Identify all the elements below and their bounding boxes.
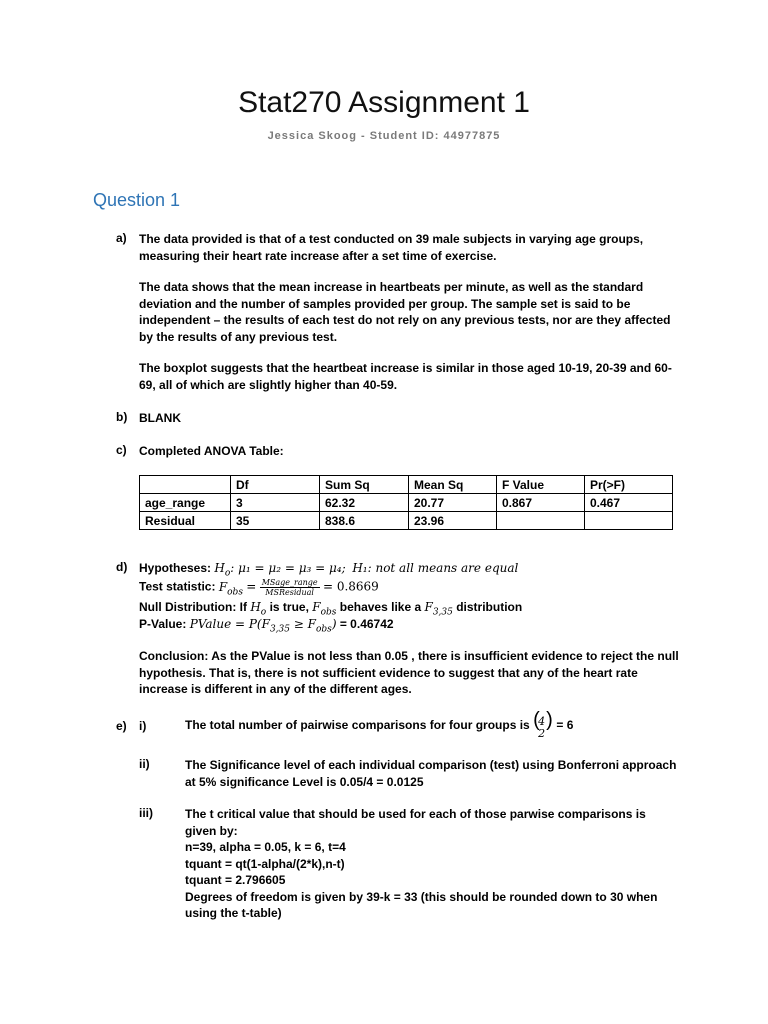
paragraph-a3: The boxplot suggests that the heartbeat increase is similar in those aged 10-19, 20-39 and 60-69, all of which are slightly higher than 40-59. — [139, 361, 672, 392]
anova-table — [139, 475, 673, 530]
table-header-cell — [140, 476, 231, 494]
item-label-c: c) — [116, 443, 127, 457]
item-label-d: d) — [116, 560, 128, 574]
paragraph-b: BLANK — [139, 411, 181, 425]
item-label-e: e) — [116, 719, 127, 733]
statistic-fraction: $\frac{\text{MSage\_range}}{\text{MSResidual}}$ — [261, 578, 318, 597]
table-row — [140, 494, 673, 512]
table-row — [140, 512, 673, 530]
paragraph-e-ii: The Significance level of each individual comparison (test) using Bonferroni approach at 5% significance Level is 0.05/4 = 0.0125 — [185, 758, 677, 789]
table-cell: 3 — [231, 494, 320, 512]
test-statistic-label: Test statistic: — [139, 579, 216, 594]
table-cell: 35 — [231, 512, 320, 530]
table-header-row — [140, 476, 673, 494]
item-label-b: b) — [116, 410, 128, 424]
item-label-a: a) — [116, 231, 127, 245]
table-header-cell: Sum Sq — [320, 476, 409, 494]
table-cell: 0.867 — [497, 494, 585, 512]
paragraph-a2: The data shows that the mean increase in heartbeats per minute, as well as the standard deviation and the number of samples provided per group. The sample set is said to be independent – the results of each test do not rely on any previous tests, nor are they affected by the results of any previous test. — [139, 280, 671, 344]
table-header-cell: Pr(>F) — [585, 476, 673, 494]
statistic-value: = 0.8669 — [322, 579, 379, 594]
table-cell: 62.32 — [320, 494, 409, 512]
document-title: Stat270 Assignment 1 — [238, 86, 530, 119]
table-cell: Residual — [140, 512, 231, 530]
table-cell: 838.6 — [320, 512, 409, 530]
table-cell: 23.96 — [409, 512, 497, 530]
binomial-coefficient: ( 4 2 ) — [533, 709, 553, 740]
paragraph-a1: The data provided is that of a test conducted on 39 male subjects in varying age groups, measuring their heart rate increase after a set time of exercise. — [139, 232, 644, 263]
table-cell: 20.77 — [409, 494, 497, 512]
table-cell — [585, 512, 673, 530]
paragraph-e-i: The total number of pairwise comparisons for four groups is ( 4 2 ) = 6 — [185, 709, 574, 740]
p-value-line: P-Value: PValue = $P(F_{3,35} \ge F_{obs}) = 0.46742$ — [139, 617, 394, 635]
sub-label-ii: ii) — [139, 757, 150, 771]
table-header-cell: Df — [231, 476, 320, 494]
document-subtitle: Jessica Skoog - Student ID: 44977875 — [267, 130, 501, 142]
table-cell — [497, 512, 585, 530]
sub-label-iii: iii) — [139, 806, 153, 820]
p-value: = 0.46742 — [339, 617, 394, 631]
null-hypothesis: $H_o$: μ₁ = μ₂ = μ₃ = μ₄; — [214, 561, 346, 579]
test-statistic-line: Test statistic: $F_{obs}$ = $\frac{\text{MSage\_range}}{\text{MSResidual}}$ = 0.8669 — [139, 578, 379, 598]
table-header-cell: F Value — [497, 476, 585, 494]
alternative-hypothesis: H₁: not all means are equal — [352, 561, 519, 575]
table-cell: age_range — [140, 494, 231, 512]
table-cell: 0.467 — [585, 494, 673, 512]
paragraph-c: Completed ANOVA Table: — [139, 444, 284, 458]
hypotheses-label: Hypotheses: — [139, 561, 212, 575]
table-header-cell: Mean Sq — [409, 476, 497, 494]
f-obs-symbol: $F_{obs}$ — [218, 579, 243, 598]
paragraph-e-iii: The t critical value that should be used for each of those parwise comparisons is given by: n=39, alpha = 0.05, k = 6, t=4 tquant = qt(1-alpha/(2*k),n-t) tquant = 2.796605 Degrees of freedom is given by 39-k = 33 (this should be rounded down to 30 when using the t-table) — [185, 807, 658, 920]
section-heading: Question 1 — [93, 190, 181, 210]
null-distribution-line: Null Distribution: If $H_o$ is true, $F_{obs}$ behaves like a $F_{3,35}$ distribution — [139, 600, 523, 618]
conclusion-paragraph: Conclusion: As the PValue is not less than 0.05 , there is insufficient evidence to reject the null hypothesis. That is, there is not sufficient evidence to suggest that any of the heart rate increase is different in any of the different ages. — [139, 649, 679, 696]
sub-label-i: i) — [139, 719, 147, 733]
